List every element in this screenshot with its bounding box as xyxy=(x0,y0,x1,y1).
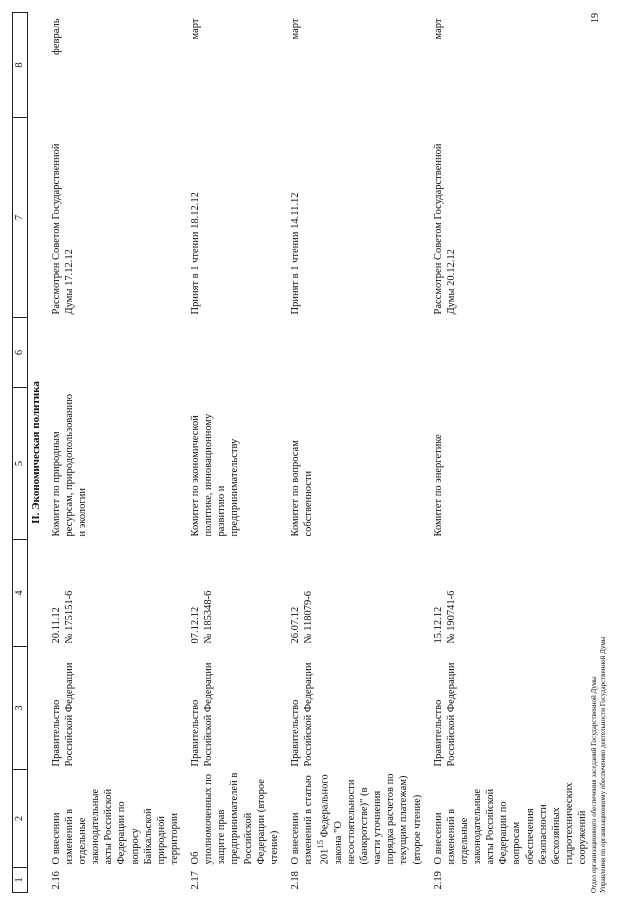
table-row xyxy=(428,13,594,893)
bill-date: 15.12.12 xyxy=(432,606,444,644)
bill-reg-number: № 185348-6 xyxy=(203,590,215,644)
bill-title-post: Федерального закона "О несостоятельности (банкротстве)" (в части уточнения порядка расчетов по текущим платежам) (второе чтение) xyxy=(319,773,423,865)
planned-month: февраль xyxy=(50,18,62,55)
bill-status: Принят в 1 чтении 18.12.12 xyxy=(190,192,201,315)
row-number: 2.16 xyxy=(50,871,62,890)
col-header-3: 3 xyxy=(13,647,28,770)
bill-title xyxy=(285,770,428,868)
section-title: II. Экономическая политика xyxy=(30,381,42,524)
row-number: 2.17 xyxy=(190,871,201,890)
bill-title: О внесении изменений в отдельные законодательные акты Российской Федерации по вопросам обеспечения безопасности бесхозяйных гидротехнических сооружений xyxy=(432,782,588,865)
bill-title: Об уполномоченных по защите прав предпринимателей в Российской Федерации (второе чтение) xyxy=(190,772,280,865)
bill-author: Правительство Российской Федерации xyxy=(289,662,314,767)
row-number: 2.18 xyxy=(289,871,301,890)
row-number: 2.19 xyxy=(432,871,444,890)
bill-author: Правительство Российской Федерации xyxy=(50,662,75,767)
planned-month: март xyxy=(190,18,201,40)
bill-title: О внесении изменений в отдельные законодательные акты Российской Федерации по вопросу Байкальской природной территории xyxy=(50,788,180,865)
col-header-5: 5 xyxy=(13,388,28,540)
col-header-7: 7 xyxy=(13,118,28,318)
col-header-2: 2 xyxy=(13,770,28,868)
header-row xyxy=(13,13,28,893)
footer-line-2: Управления по организационному обеспечению деятельности Государственной Думы xyxy=(599,636,608,893)
bill-author: Правительство Российской Федерации xyxy=(432,662,457,767)
col6-cell xyxy=(185,318,285,388)
bill-date: 26.07.12 xyxy=(289,606,301,644)
bill-status: Принят в 1 чтении 14.11.12 xyxy=(289,192,301,315)
planned-month: март xyxy=(432,18,444,40)
bill-status: Рассмотрен Советом Государственной Думы 17.12.12 xyxy=(50,143,75,315)
table-row xyxy=(285,13,428,893)
bill-date-reg xyxy=(285,540,428,647)
responsible-committee: Комитет по экономической политике, инновационному развитию и предпринимательству xyxy=(190,413,241,537)
bill-date-reg xyxy=(185,540,285,647)
planned-month: март xyxy=(289,18,301,40)
bill-date-reg xyxy=(428,540,594,647)
col-header-6: 6 xyxy=(13,318,28,388)
bill-date-reg xyxy=(46,540,185,647)
bill-title-pre: О внесении изменений в статью 201 xyxy=(289,775,331,865)
rotated-page xyxy=(12,13,612,893)
col-header-4: 4 xyxy=(13,540,28,647)
table-row xyxy=(46,13,185,893)
legislation-table xyxy=(12,12,593,893)
page-number: 19 xyxy=(590,13,601,23)
bill-reg-number: № 190741-6 xyxy=(445,590,457,644)
bill-reg-number: № 118079-6 xyxy=(303,591,314,644)
col6-cell xyxy=(46,318,185,388)
bill-author: Правительство Российской Федерации xyxy=(190,662,215,767)
bill-date: 20.11.12 xyxy=(50,607,62,644)
footer-line-1: Отдел организационного обеспечения заседаний Государственной Думы xyxy=(590,676,598,893)
bill-reg-number: № 175151-6 xyxy=(63,590,75,644)
responsible-committee: Комитет по энергетике xyxy=(432,434,444,537)
responsible-committee: Комитет по вопросам собственности xyxy=(289,440,314,537)
responsible-committee: Комитет по природным ресурсам, природопользованию и экологии xyxy=(50,394,88,537)
col-header-1: 1 xyxy=(13,868,28,893)
bill-status: Рассмотрен Советом Государственной Думы 20.12.12 xyxy=(432,143,457,315)
col6-cell xyxy=(285,318,428,388)
page-footer xyxy=(590,293,609,893)
bill-date: 07.12.12 xyxy=(190,606,201,644)
col6-cell xyxy=(428,318,594,388)
bill-title-sup: 15 xyxy=(315,840,326,849)
col-header-8: 8 xyxy=(13,13,28,118)
section-row xyxy=(28,13,46,893)
table-row xyxy=(185,13,285,893)
